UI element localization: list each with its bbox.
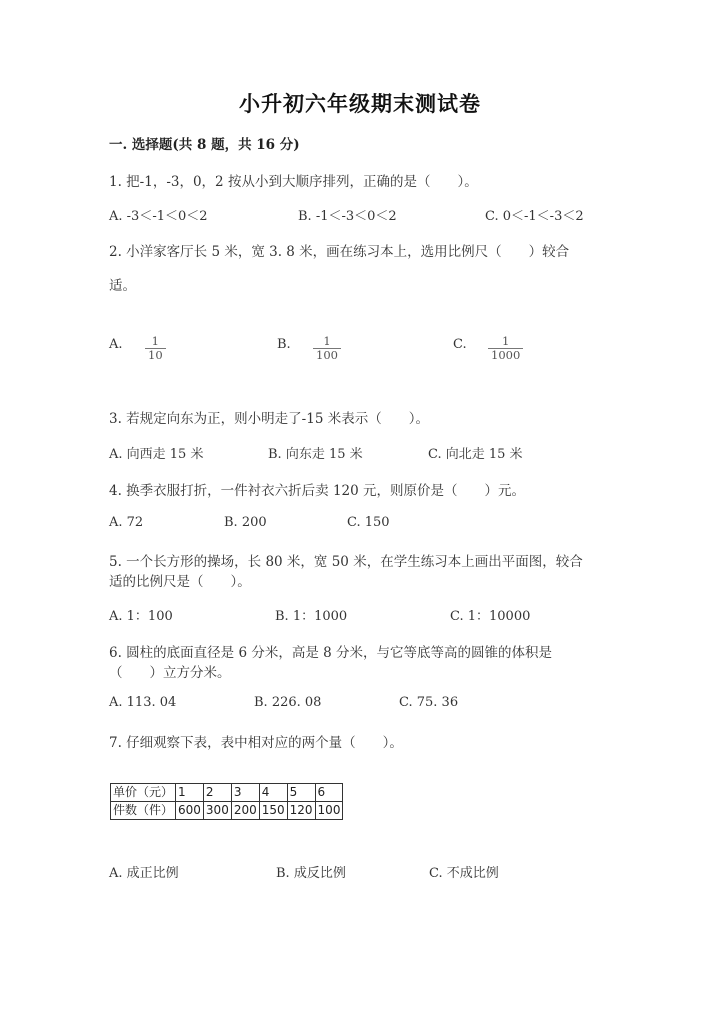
table-cell: 120 xyxy=(287,802,315,820)
question-2-option-a-fraction xyxy=(145,330,166,362)
table-row xyxy=(111,784,343,802)
fraction-denominator: 100 xyxy=(313,348,341,362)
table-cell: 单价（元） xyxy=(111,784,176,802)
fraction-denominator: 10 xyxy=(145,348,166,362)
question-5-option-a: A. 1：100 xyxy=(109,609,173,624)
question-2-stem-line1: 2. 小洋家客厅长 5 米，宽 3. 8 米，画在练习本上，选用比例尺（ ）较合 xyxy=(109,244,570,260)
question-7-option-c: C. 不成比例 xyxy=(429,866,499,881)
question-4-option-a: A. 72 xyxy=(109,515,144,530)
question-6-stem-line1: 6. 圆柱的底面直径是 6 分米，高是 8 分米，与它等底等高的圆锥的体积是 xyxy=(109,645,553,661)
question-1-option-c: C. 0＜-1＜-3＜2 xyxy=(485,209,584,224)
question-2-option-c-label: C. xyxy=(453,337,467,352)
question-6-option-a: A. 113. 04 xyxy=(109,695,177,710)
table-cell: 2 xyxy=(203,784,231,802)
question-3-option-a: A. 向西走 15 米 xyxy=(109,447,204,462)
question-4-option-c: C. 150 xyxy=(347,515,390,530)
question-1-option-b: B. -1＜-3＜0＜2 xyxy=(298,209,397,224)
table-cell: 100 xyxy=(315,802,343,820)
price-quantity-table xyxy=(110,783,343,820)
question-5-option-b: B. 1：1000 xyxy=(275,609,348,624)
question-7-option-b: B. 成反比例 xyxy=(276,866,346,881)
question-6-option-b: B. 226. 08 xyxy=(254,695,322,710)
question-2-stem-line2: 适。 xyxy=(109,278,136,294)
table-cell: 件数（件） xyxy=(111,802,176,820)
table-cell: 600 xyxy=(176,802,204,820)
question-2-option-a-label: A. xyxy=(109,337,123,352)
fraction-numerator: 1 xyxy=(501,334,510,348)
question-7-option-a: A. 成正比例 xyxy=(109,866,179,881)
table-cell: 5 xyxy=(287,784,315,802)
question-6-option-c: C. 75. 36 xyxy=(399,695,459,710)
section-heading: 一. 选择题(共 8 题，共 16 分) xyxy=(109,137,300,153)
question-2-option-b-fraction xyxy=(313,330,341,362)
table-cell: 200 xyxy=(231,802,259,820)
question-4-option-b: B. 200 xyxy=(224,515,267,530)
question-3-option-b: B. 向东走 15 米 xyxy=(268,447,363,462)
table-row xyxy=(111,802,343,820)
question-3-stem: 3. 若规定向东为正，则小明走了-15 米表示（ ）。 xyxy=(109,411,429,427)
table-cell: 4 xyxy=(259,784,287,802)
question-2-option-b-label: B. xyxy=(277,337,291,352)
fraction-numerator: 1 xyxy=(151,334,159,348)
question-5-stem-line2: 适的比例尺是（ ）。 xyxy=(109,574,251,590)
question-4-stem: 4. 换季衣服打折，一件衬衣六折后卖 120 元，则原价是（ ）元。 xyxy=(109,483,526,499)
question-1-option-a: A. -3＜-1＜0＜2 xyxy=(109,209,208,224)
question-6-stem-line2: （ ）立方分米。 xyxy=(109,665,231,681)
fraction-numerator: 1 xyxy=(323,334,331,348)
question-7-stem: 7. 仔细观察下表，表中相对应的两个量（ ）。 xyxy=(109,735,403,751)
question-1-stem: 1. 把-1，-3，0，2 按从小到大顺序排列，正确的是（ ）。 xyxy=(109,174,478,190)
table-cell: 1 xyxy=(176,784,204,802)
table-cell: 3 xyxy=(231,784,259,802)
page-title: 小升初六年级期末测试卷 xyxy=(239,91,481,116)
question-5-stem-line1: 5. 一个长方形的操场，长 80 米，宽 50 米，在学生练习本上画出平面图，较合 xyxy=(109,554,583,570)
question-2-option-c-fraction xyxy=(488,330,523,362)
table-cell: 6 xyxy=(315,784,343,802)
table-cell: 300 xyxy=(203,802,231,820)
table-cell: 150 xyxy=(259,802,287,820)
fraction-denominator: 1000 xyxy=(488,348,523,362)
question-3-option-c: C. 向北走 15 米 xyxy=(428,447,523,462)
question-5-option-c: C. 1：10000 xyxy=(450,609,531,624)
